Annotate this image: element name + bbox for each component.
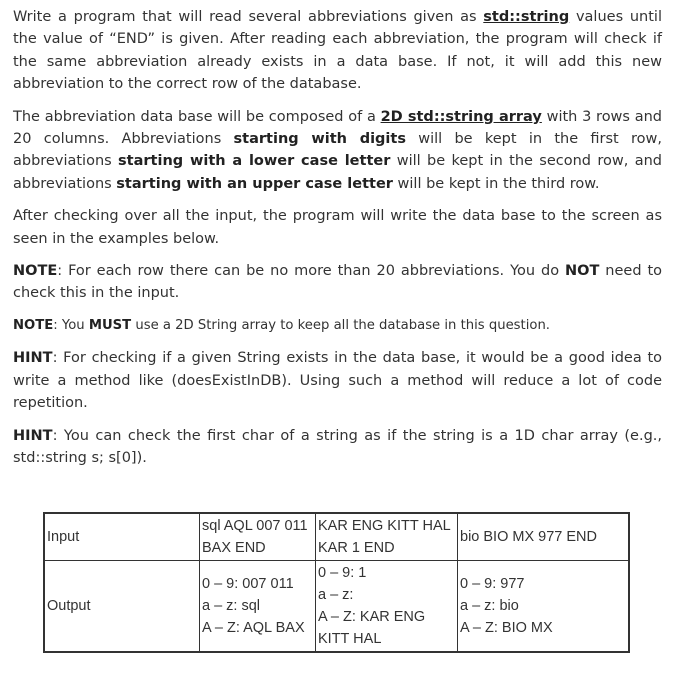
input-cell-2: KAR ENG KITT HAL KAR 1 END <box>316 513 458 561</box>
output-row <box>44 561 629 653</box>
output-line: 0 – 9: 977 <box>460 576 525 593</box>
input-cell-1: sql AQL 007 011 BAX END <box>200 513 316 561</box>
output-line: a – z: bio <box>460 598 519 615</box>
output-line: A – Z: BIO MX <box>460 620 553 637</box>
output-line: A – Z: AQL BAX <box>202 620 305 637</box>
output-cell-3 <box>458 561 630 653</box>
output-line: a – z: sql <box>202 598 261 615</box>
std-string-term: std::string <box>483 9 570 25</box>
output-cell-2 <box>316 561 458 653</box>
examples-table <box>43 512 630 653</box>
output-paragraph: After checking over all the input, the program will write the data base to the screen as seen in the examples below. <box>13 208 662 247</box>
intro-paragraph: Write a program that will read several abbreviations given as std::string values until the value of “END” is given. After reading each abbreviation, the program will check if the same abbreviation already exists in a data base. If not, it will add this new abbreviation to the correct row of the database. <box>13 9 662 93</box>
hint-paragraph-1: HINT: For checking if a given String exists in the data base, it would be a good idea to write a method like (doesExistInDB). Using such a method will reduce a lot of code repetition. <box>13 350 662 412</box>
output-line: 0 – 9: 1 <box>318 565 367 582</box>
input-cell-3: bio BIO MX 977 END <box>458 513 630 561</box>
input-label-cell: Input <box>44 513 200 561</box>
output-cell-1 <box>200 561 316 653</box>
output-line: 0 – 9: 007 011 <box>202 576 294 593</box>
note-paragraph-1: NOTE: For each row there can be no more than 20 abbreviations. You do NOT need to check this in the input. <box>13 263 662 302</box>
database-paragraph: The abbreviation data base will be composed of a 2D std::string array with 3 rows and 20 columns. Abbreviations starting with digits will be kept in the first row, abbreviations starting with a lower case letter will be kept in the second row, and abbreviations starting with an upper case letter will be kept in the third row. <box>13 108 662 192</box>
output-label-cell: Output <box>44 561 200 653</box>
hint-paragraph-2: HINT: You can check the first char of a string as if the string is a 1D char array (e.g., std::string s; s[0]). <box>13 427 662 466</box>
note-paragraph-2: NOTE: You MUST use a 2D String array to keep all the database in this question. <box>13 317 551 333</box>
output-line: A – Z: KAR ENG KITT HAL <box>318 609 426 648</box>
output-line: a – z: <box>318 587 354 604</box>
array-term: 2D std::string array <box>380 108 542 125</box>
input-row <box>44 513 629 561</box>
